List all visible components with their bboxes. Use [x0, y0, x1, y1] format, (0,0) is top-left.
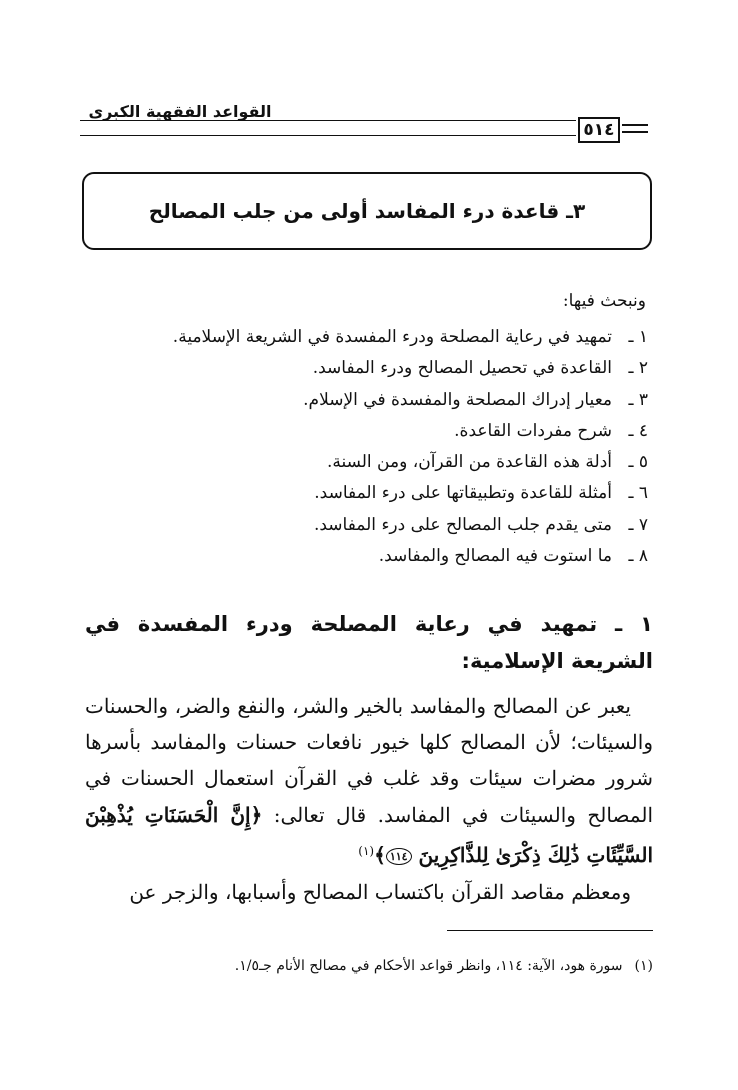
list-item-number: ٥ ـ	[628, 452, 648, 473]
quote-close-bracket: ﴾	[374, 843, 386, 868]
section-title: ٣ـ قاعدة درء المفاسد أولى من جلب المصالح	[148, 199, 586, 223]
list-item-number: ٤ ـ	[628, 420, 648, 441]
list-item-number: ٦ ـ	[628, 483, 648, 504]
list-item-text: معيار إدراك المصلحة والمفسدة في الإسلام.	[303, 389, 612, 410]
paragraph-text-continued: ومعظم مقاصد القرآن باكتساب المصالح وأسبابها، والزجر عن	[129, 879, 631, 904]
list-item-number: ١ ـ	[628, 327, 648, 347]
footnote-marker: (١)	[634, 958, 653, 974]
list-item	[88, 510, 648, 541]
list-item	[88, 322, 648, 353]
footnote-separator	[447, 930, 653, 931]
list-item	[88, 353, 648, 384]
list-item	[88, 447, 648, 478]
body-paragraph	[85, 688, 653, 910]
header-dash-bottom	[622, 131, 648, 133]
list-item	[88, 478, 648, 509]
list-item-text: شرح مفردات القاعدة.	[454, 420, 612, 441]
list-item-text: متى يقدم جلب المصالح على درء المفاسد.	[313, 514, 612, 535]
header-rule-top	[80, 120, 576, 121]
contents-list	[88, 322, 648, 572]
list-item-text: ما استوت فيه المصالح والمفاسد.	[378, 546, 612, 567]
running-title: القواعد الفقهية الكبرى	[88, 102, 272, 121]
list-item-text: أدلة هذه القاعدة من القرآن، ومن السنة.	[326, 452, 612, 473]
list-item-number: ٣ ـ	[628, 389, 648, 410]
header-rule-bottom	[80, 135, 576, 136]
list-item-number: ٨ ـ	[628, 546, 648, 567]
footnote-reference: (١)	[358, 843, 375, 858]
quote-open-bracket: ﴿	[250, 802, 263, 827]
footnote-text: سورة هود، الآية: ١١٤، وانظر قواعد الأحكام في مصالح الأنام جـ١/٥.	[234, 958, 623, 974]
list-item	[88, 416, 648, 447]
footnote	[235, 958, 653, 974]
paragraph-text: يعبر عن المصالح والمفاسد بالخير والشر، والنفع والضر، والحسنات والسيئات؛ لأن المصالح كلها خيور نافعات حسنات والمفاسد بأسرها شرور مضرات سيئات وقد غلب في القرآن استعمال الحسنات في المصالح والسيئات في المفاسد. قال تعالى:	[85, 694, 654, 827]
header-dash-top	[622, 124, 648, 126]
section-title-box	[82, 172, 652, 250]
list-item-text: أمثلة للقاعدة وتطبيقاتها على درء المفاسد.	[314, 483, 612, 504]
subsection-heading: ١ ـ تمهيد في رعاية المصلحة ودرء المفسدة في الشريعة الإسلامية:	[85, 612, 653, 673]
page-number: ٥١٤	[578, 117, 620, 143]
list-item-text: تمهيد في رعاية المصلحة ودرء المفسدة في الشريعة الإسلامية.	[172, 327, 612, 347]
contents-intro: ونبحث فيها:	[562, 291, 646, 311]
list-item-number: ٢ ـ	[628, 358, 648, 379]
list-item	[88, 541, 648, 572]
list-item-number: ٧ ـ	[628, 514, 648, 535]
list-item	[88, 385, 648, 416]
quote-text: إِنَّ الْحَسَنَاتِ يُذْهِبْنَ السَّيِّئَاتِ ذَٰلِكَ ذِكْرَىٰ لِلذَّاكِرِينَ	[85, 802, 653, 868]
ayah-number-mark: ١١٤	[386, 848, 412, 865]
list-item-text: القاعدة في تحصيل المصالح ودرء المفاسد.	[312, 358, 612, 379]
